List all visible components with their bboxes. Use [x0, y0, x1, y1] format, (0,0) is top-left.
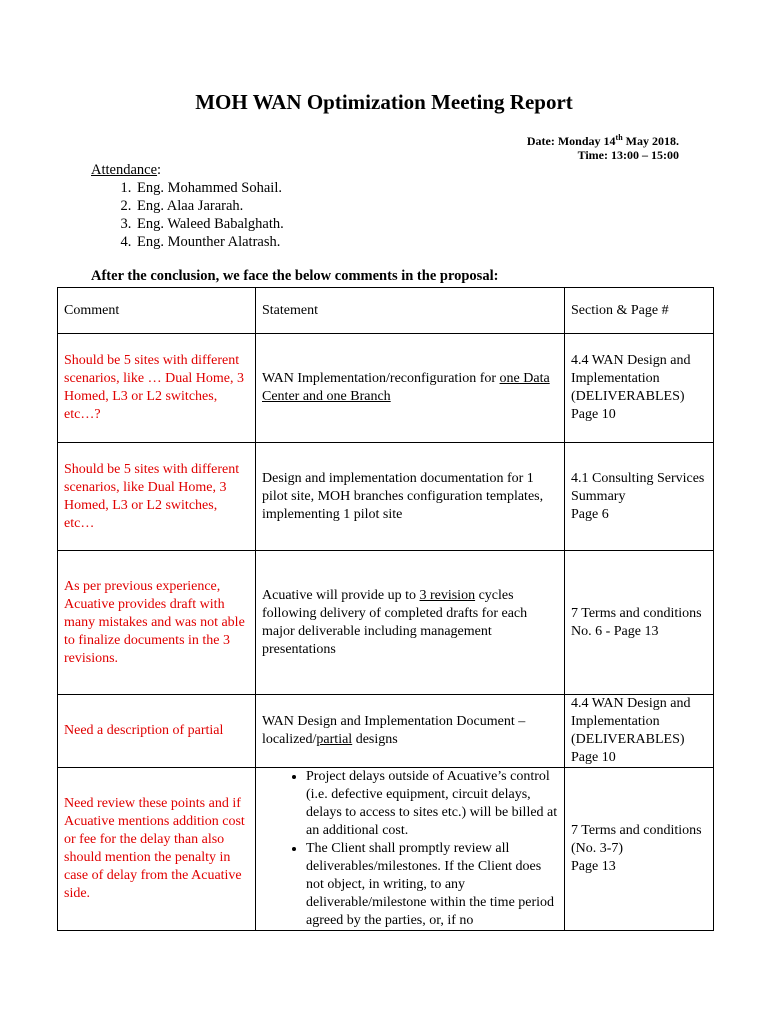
comment-cell: As per previous experience, Acuative provides draft with many mistakes and was not able to finalize documents in the 3 revisions.	[58, 551, 256, 695]
statement-bullets	[262, 768, 558, 930]
table-row	[58, 695, 714, 768]
comment-cell: Need review these points and if Acuative mentions addition cost or fee for the delay than also should mention the penalty in case of delay from the Acuative side.	[58, 768, 256, 931]
attendee-item: 1. Eng. Mohammed Sohail.	[135, 179, 284, 197]
comments-table	[57, 287, 714, 931]
bullet-item: • The Client shall promptly review all deliverables/milestones. If the Client does not object, in writing, to any deliverable/milestone within the time period agreed by the parties, or, if no	[306, 840, 558, 930]
statement-cell	[256, 768, 565, 931]
intro-text: After the conclusion, we face the below comments in the proposal:	[91, 268, 499, 284]
meeting-date: Date: Monday 14th May 2018.	[526, 133, 679, 148]
section-cell: 4.4 WAN Design and Implementation (DELIVERABLES) Page 10	[565, 695, 714, 768]
attendee-list	[91, 179, 284, 251]
table-row	[58, 443, 714, 551]
statement-cell: WAN Implementation/reconfiguration for one Data Center and one Branch	[256, 334, 565, 443]
header-comment: Comment	[58, 288, 256, 334]
comment-cell: Should be 5 sites with different scenarios, like Dual Home, 3 Homed, L3 or L2 switches, etc…	[58, 443, 256, 551]
section-cell: 4.4 WAN Design and Implementation (DELIVERABLES) Page 10	[565, 334, 714, 443]
comment-cell: Need a description of partial	[58, 695, 256, 768]
table-row	[58, 768, 714, 931]
meeting-time: Time: 13:00 – 15:00	[577, 148, 679, 162]
attendance-section: Attendance: 1. Eng. Mohammed Sohail. 2. Eng. Alaa Jararah. 3. Eng. Waleed Babalghath. 4. Eng. Mounther Alatrash.	[91, 161, 284, 251]
section-cell: 7 Terms and conditions No. 6 - Page 13	[565, 551, 714, 695]
table-header-row	[58, 288, 714, 334]
section-cell: 4.1 Consulting Services Summary Page 6	[565, 443, 714, 551]
bullet-item: • Project delays outside of Acuative’s control (i.e. defective equipment, circuit delays, delays to access to sites etc.) will be billed at an additional cost.	[306, 768, 558, 840]
statement-cell: Acuative will provide up to 3 revision cycles following delivery of completed drafts for each major deliverable including management presentations	[256, 551, 565, 695]
meeting-meta	[527, 134, 679, 162]
section-cell: 7 Terms and conditions (No. 3-7) Page 13	[565, 768, 714, 931]
statement-cell: Design and implementation documentation for 1 pilot site, MOH branches configuration templates, implementing 1 pilot site	[256, 443, 565, 551]
attendee-item: 2. Eng. Alaa Jararah.	[135, 197, 284, 215]
comment-cell: Should be 5 sites with different scenarios, like … Dual Home, 3 Homed, L3 or L2 switches, etc…?	[58, 334, 256, 443]
table-row	[58, 334, 714, 443]
header-statement: Statement	[256, 288, 565, 334]
table-row	[58, 551, 714, 695]
header-section: Section & Page #	[565, 288, 714, 334]
statement-cell: WAN Design and Implementation Document – localized/partial designs	[256, 695, 565, 768]
attendee-item: 3. Eng. Waleed Babalghath.	[135, 215, 284, 233]
attendee-item: 4. Eng. Mounther Alatrash.	[135, 233, 284, 251]
page-title: MOH WAN Optimization Meeting Report	[195, 90, 573, 114]
attendance-label: Attendance	[91, 162, 158, 178]
